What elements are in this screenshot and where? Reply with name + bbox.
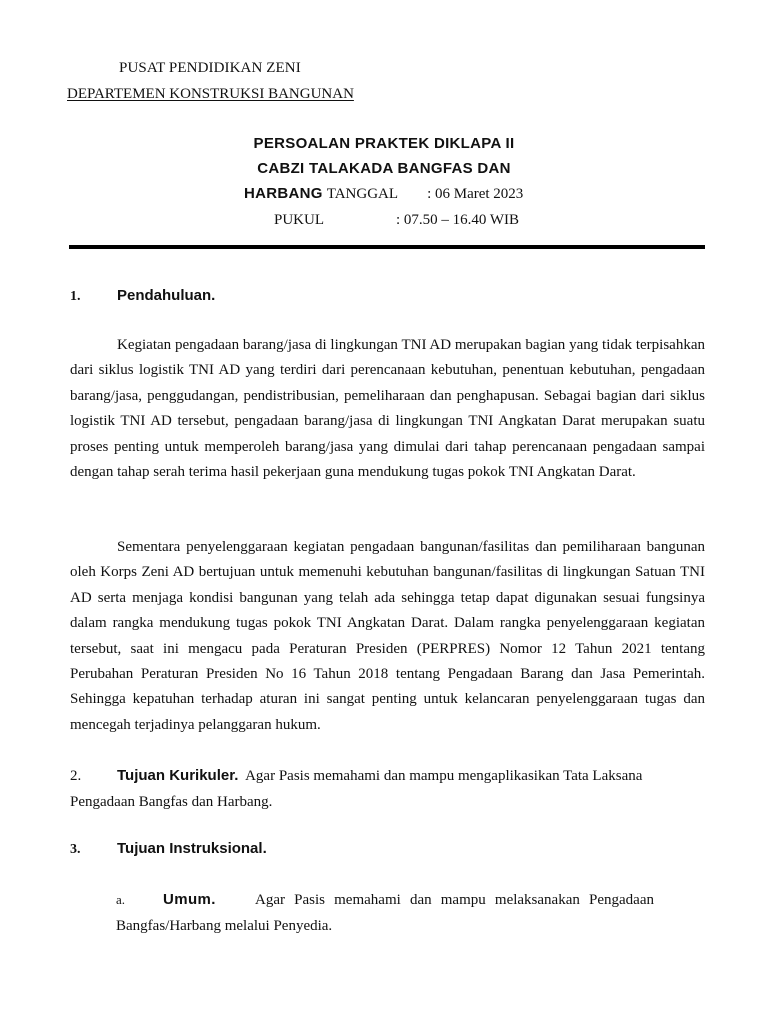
section-2-text: Agar Pasis memahami dan mampu mengaplikasikan Tata Laksana Pengadaan Bangfas dan Harbang. — [70, 768, 643, 810]
date-value: : 06 Maret 2023 — [427, 186, 524, 202]
date-label: TANGGAL — [326, 186, 399, 202]
document-title-line2: CABZI TALAKADA BANGFAS DAN — [257, 160, 511, 177]
section-1-heading — [70, 287, 215, 305]
section-2 — [70, 763, 705, 815]
document-title-line3: HARBANG — [244, 185, 323, 202]
section-3-heading — [70, 840, 267, 858]
time-label: PUKUL — [274, 212, 325, 228]
section-title: Pendahuluan. — [117, 287, 216, 304]
org-name: PUSAT PENDIDIKAN ZENI — [119, 60, 301, 76]
section-number: 1. — [70, 289, 81, 304]
section-title: Tujuan Kurikuler. — [117, 767, 239, 784]
time-row — [274, 212, 519, 229]
subsection-title: Umum. — [163, 891, 216, 908]
time-value: : 07.50 – 16.40 WIB — [396, 212, 520, 228]
subsection-letter: a. — [116, 892, 126, 907]
section-number: 2. — [70, 768, 82, 784]
header-divider — [69, 245, 705, 249]
paragraph-introduction-2: Sementara penyelenggaraan kegiatan pengadaan bangunan/fasilitas dan pemiliharaan bangunan oleh Korps Zeni AD bertujuan untuk memenuhi kebutuhan bangunan/fasilitas di lingkungan Satuan TNI AD serta menjaga kondisi bangunan yang telah ada sehingga tetap dapat digunakan sesuai fungsinya dalam rangka mendukung tugas pokok TNI Angkatan Darat. Dalam rangka penyelenggaraan kegiatan tersebut, saat ini mengacu pada Peraturan Presiden (PERPRES) Nomor 12 Tahun 2021 tentang Perubahan Peraturan Presiden No 16 Tahun 2018 tentang Pengadaan Barang dan Jasa Pemerintah. Sehingga kepatuhan terhadap aturan ini sangat penting untuk kelancaran penyelenggaraan tugas dan mencegah terjadinya pelanggaran hukum. — [70, 539, 705, 733]
title-line3-date — [244, 185, 523, 203]
subsection-text: Agar Pasis memahami dan mampu melaksanakan Pengadaan Bangfas/Harbang melalui Penyedia. — [116, 892, 654, 934]
section-title: Tujuan Instruksional. — [117, 840, 267, 857]
department-name: DEPARTEMEN KONSTRUKSI BANGUNAN — [67, 86, 354, 102]
subsection-a — [116, 887, 654, 939]
section-number: 3. — [70, 842, 81, 857]
paragraph-introduction-1: Kegiatan pengadaan barang/jasa di lingkungan TNI AD merupakan bagian yang tidak terpisahkan dari siklus logistik TNI AD yang terdiri dari perencanaan kebutuhan, penentuan kebutuhan, pengadaan barang/jasa, penggudangan, pendistribusian, pemeliharaan dan penghapusan. Sebagai bagian dari siklus logistik TNI AD tersebut, pengadaan barang/jasa di lingkungan TNI Angkatan Darat merupakan suatu proses penting untuk memperoleh barang/jasa yang dimulai dari tahap perencanaan pengadaan sampai dengan tahap serah terima hasil pekerjaan guna mendukung tugas pokok TNI Angkatan Darat. — [70, 337, 705, 481]
document-title-line1: PERSOALAN PRAKTEK DIKLAPA II — [253, 135, 515, 152]
